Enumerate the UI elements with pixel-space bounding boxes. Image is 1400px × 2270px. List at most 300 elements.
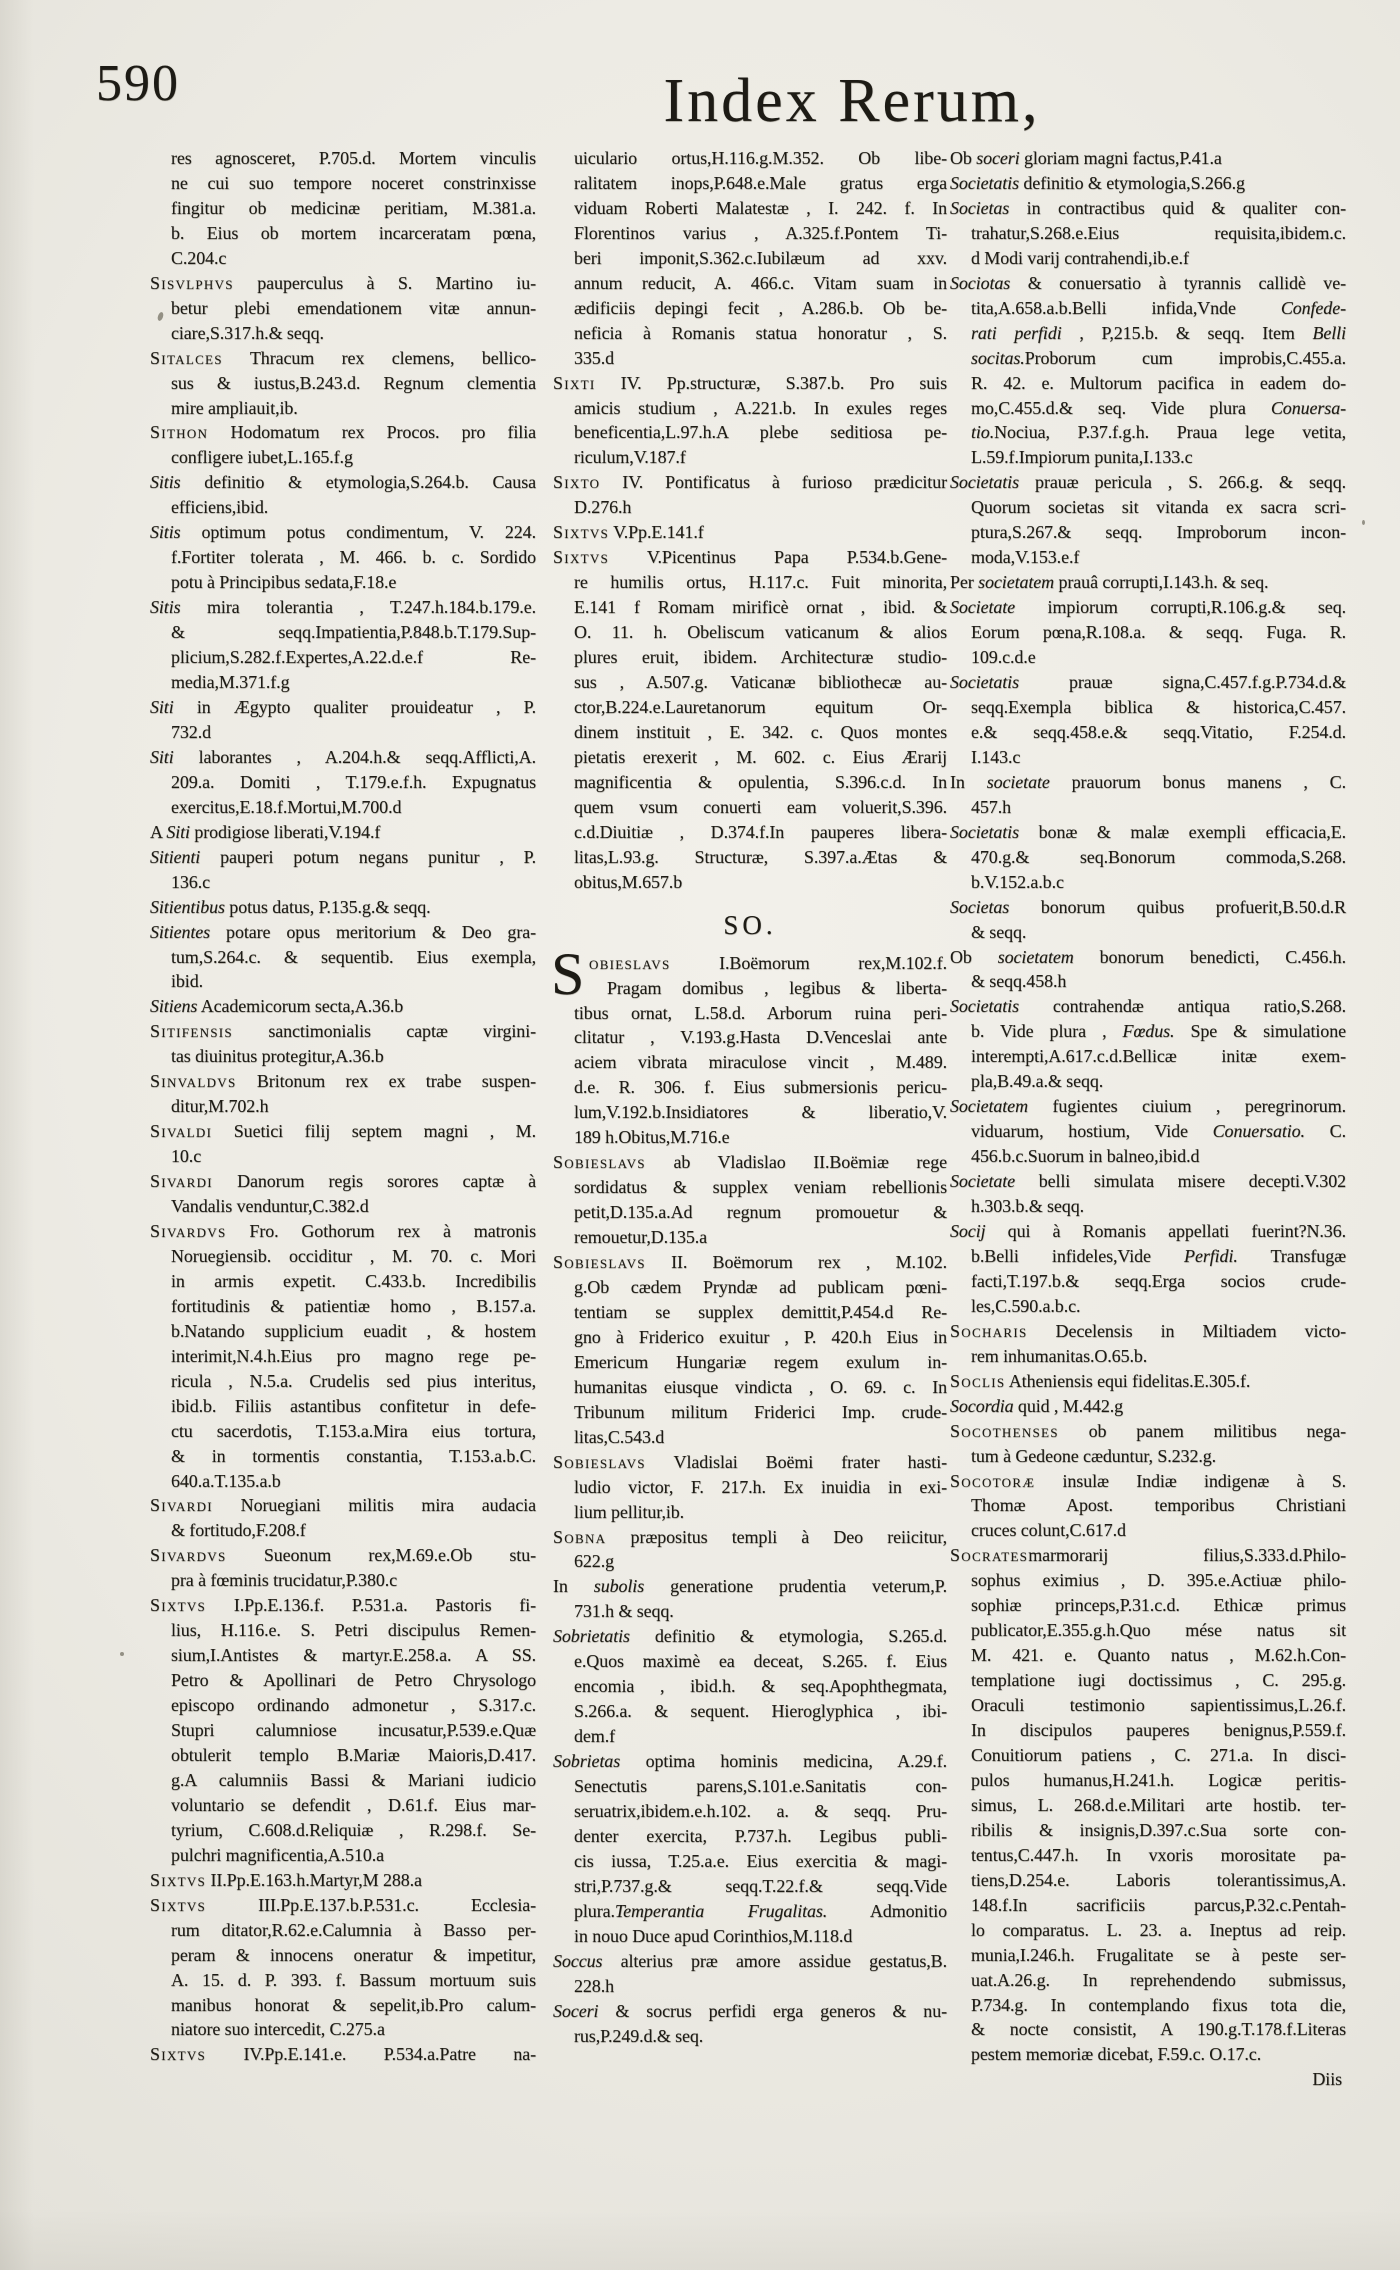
index-text-line: manibus honorat & sepelit,ib.Pro calum-	[171, 1994, 536, 2015]
index-text-line: Oraculi testimonio sapientissimus,L.26.f.	[971, 1695, 1346, 1716]
index-text-line: publicator,E.355.g.h.Quo mése natus sit	[971, 1620, 1346, 1641]
index-text-line: Sitalces Thracum rex clemens, bellico-	[150, 347, 536, 368]
index-text-line: L.59.f.Impiorum punita,I.133.c	[971, 447, 1193, 468]
index-text-line: tio.Nociua, P.37.f.g.h. Praua lege vetita,	[971, 422, 1346, 443]
index-text-line: Sithon Hodomatum rex Procos. pro filia	[150, 422, 536, 443]
index-text-line: lum,V.192.b.Insidiatores & liberatio,V.	[574, 1102, 947, 1123]
index-text-line: pietatis erexerit , M. 602. c. Eius Ærarij	[574, 746, 947, 767]
index-text-line: Vandalis venduntur,C.382.d	[171, 1196, 369, 1217]
index-text-line: media,M.371.f.g	[171, 672, 290, 693]
entry-keyword-smallcaps: Sithon	[150, 422, 209, 443]
index-text-line: niatore suo intercedit, C.275.a	[171, 2019, 385, 2040]
entry-keyword-italic: Conuersatio.	[1212, 1121, 1305, 1142]
entry-keyword-italic: Sitientes	[150, 921, 211, 942]
entry-keyword-italic: Socij	[950, 1220, 986, 1241]
index-text-line: Sinvaldvs Britonum rex ex trabe suspen-	[150, 1071, 536, 1092]
index-text-line: cis iussa, T.25.a.e. Eius exercitia & magi-	[574, 1850, 947, 1871]
index-text-line: & seqq.	[971, 921, 1027, 942]
entry-keyword-smallcaps: Sixtvs	[553, 547, 610, 568]
index-text-line: tum à Gedeone cæduntur, S.232.g.	[971, 1445, 1217, 1466]
index-text-line: potu à Principibus sedata,F.18.e	[171, 572, 397, 593]
index-text-line: Socratesmarmorarij filius,S.333.d.Philo-	[950, 1545, 1346, 1566]
index-text-line: pulos humanus,H.241.h. Logicæ peritis-	[971, 1769, 1346, 1790]
entry-keyword-italic: Siti	[150, 696, 174, 717]
index-text-line: Societas in contractibus quid & qualiter con-	[950, 197, 1346, 218]
index-text-line: Soceri & socrus perfidi erga generos & nu-	[553, 2000, 947, 2021]
entry-keyword-italic: Soceri	[553, 2000, 599, 2021]
index-text-line: Sitis definitio & etymologia,S.264.b. Causa	[150, 472, 536, 493]
index-text-line: pestem memoriæ dicebat, F.59.c. O.17.c.	[971, 2044, 1262, 2065]
index-text-line: betur plebi emendationem vitæ annun-	[171, 297, 536, 318]
index-text-line: moda,V.153.e.f	[971, 547, 1080, 568]
index-text-line: ptura,S.267.& seqq. Improborum incon-	[971, 522, 1346, 543]
index-text-line: beneficentia,L.97.h.A plebe seditiosa pe-	[574, 422, 947, 443]
index-text-line: I.143.c	[971, 746, 1021, 767]
index-text-line: episcopo ordinando admonetur , S.317.c.	[171, 1695, 536, 1716]
index-text-line: Societatis bonæ & malæ exempli efficacia,E.	[950, 821, 1346, 842]
index-text-line: sophiæ princeps,P.31.c.d. Ethicæ primus	[971, 1595, 1346, 1616]
index-text-line: 732.d	[171, 721, 212, 742]
index-text-line: 335.d	[574, 347, 615, 368]
entry-keyword-italic: Conuersa-	[1270, 397, 1346, 418]
index-text-line: d Modi varij contrahendi,ib.e.f	[971, 247, 1189, 268]
index-text-line: Sitis optimum potus condimentum, V. 224.	[150, 522, 536, 543]
entry-keyword-italic: Societatem	[950, 1096, 1028, 1117]
entry-keyword-italic: Sitiens	[150, 996, 198, 1017]
index-text-line: magnificentia & opulentia, S.396.c.d. In	[574, 771, 947, 792]
index-text-line: ludio victor, F. 217.h. Ex inuidia in exi-	[574, 1476, 947, 1497]
index-text-line: mo,C.455.d.& seq. Vide plura Conuersa-	[971, 397, 1346, 418]
index-text-line: Soclis Atheniensis equi fidelitas.E.305.f.	[950, 1370, 1251, 1391]
index-text-line: Eorum pœna,R.108.a. & seqq. Fuga. R.	[971, 622, 1346, 643]
index-text-line: g.Ob cædem Pryndæ ad publicam pœni-	[574, 1276, 947, 1297]
entry-keyword-smallcaps: Sisvlphvs	[150, 272, 234, 293]
index-text-line: Thomæ Apost. temporibus Christiani	[971, 1495, 1346, 1516]
index-text-line: Sivardi Danorum regis sorores captæ à	[150, 1171, 536, 1192]
index-text-line: Sisvlphvs pauperculus à S. Martino iu-	[150, 272, 536, 293]
index-text-line: sus , A.507.g. Vaticanæ bibliothecæ au-	[574, 672, 947, 693]
index-text-line: uiculario ortus,H.116.g.M.352. Ob libe-	[574, 148, 947, 168]
entry-keyword-smallcaps: Sobieslavs	[553, 1252, 646, 1273]
entry-keyword-smallcaps: Sixtvs	[150, 1595, 207, 1616]
index-text-line: Sitientibus potus datus, P.135.g.& seqq.	[150, 896, 431, 917]
index-text-line: Sivardvs Fro. Gothorum rex à matronis	[150, 1220, 536, 1241]
index-text-line: Per societatem prauâ corrupti,I.143.h. & seq.	[950, 572, 1269, 593]
index-text-line: ædificiis depingi fecit , A.286.b. Ob be-	[574, 297, 947, 318]
index-text-line: viduam Roberti Malatestæ , I. 242. f. In	[574, 197, 947, 218]
entry-keyword-italic: Sobrietatis	[553, 1626, 630, 1647]
entry-keyword-italic: Societatis	[950, 996, 1019, 1017]
index-text-line: Societatis contrahendæ antiqua ratio,S.268.	[950, 996, 1346, 1017]
index-text-line: Sobieslavs ab Vladislao II.Boëmiæ rege	[553, 1152, 947, 1173]
index-text-line: Societas bonorum quibus profuerit,B.50.d.R	[950, 896, 1346, 917]
entry-keyword-italic: Societatis	[950, 472, 1019, 493]
index-text-line: rus,P.249.d.& seq.	[574, 2025, 704, 2046]
index-text-line: denter exercita, P.737.h. Legibus publi-	[574, 1825, 947, 1846]
index-text-line: 456.b.c.Suorum in balneo,ibid.d	[971, 1146, 1200, 1167]
index-text-line: 189 h.Obitus,M.716.e	[574, 1127, 730, 1148]
entry-keyword-smallcaps: Sivardvs	[150, 1220, 227, 1241]
index-text-line: humanitas eiusque vindicta , O. 69. c. In	[574, 1376, 947, 1397]
entry-keyword-italic: Fœdus.	[1122, 1021, 1175, 1042]
index-text-line: Societatis prauæ signa,C.457.f.g.P.734.d.&	[950, 672, 1346, 693]
index-text-line: Sivardi Noruegiani militis mira audacia	[150, 1495, 536, 1516]
index-text-line: remouetur,D.135.a	[574, 1227, 708, 1248]
entry-keyword-smallcaps: Sitalces	[150, 347, 223, 368]
index-text-line: interimit,N.4.h.Eius pro magno rege pe-	[171, 1345, 536, 1366]
entry-keyword-smallcaps: Sitifensis	[150, 1021, 233, 1042]
index-text-line: Sitis mira tolerantia , T.247.h.184.b.179.e.	[150, 597, 536, 618]
entry-keyword-italic: subolis	[593, 1576, 645, 1597]
index-text-line: Senectutis parens,S.101.e.Sanitatis con-	[574, 1776, 947, 1797]
entry-keyword-smallcaps: Sinvaldvs	[150, 1071, 237, 1092]
index-text-line: pra à fœminis trucidatur,P.380.c	[171, 1570, 398, 1591]
index-text-line: b.V.152.a.b.c	[971, 871, 1064, 892]
index-text-line: in armis expetit. C.433.b. Incredibilis	[171, 1270, 536, 1291]
drop-cap: S	[551, 940, 585, 1007]
index-text-line: efficiens,ibid.	[171, 497, 269, 518]
entry-keyword-smallcaps: Sivardi	[150, 1495, 213, 1516]
index-text-line: M. 421. e. Quanto natus , M.62.h.Con-	[971, 1645, 1346, 1666]
index-text-line: In subolis generatione prudentia veterum,P.	[553, 1576, 947, 1597]
index-text-line: A. 15. d. P. 393. f. Bassum mortuum suis	[171, 1969, 536, 1990]
entry-keyword-italic: Socordia	[950, 1395, 1014, 1416]
index-text-line: Societate belli simulata misere decepti.V.302	[950, 1171, 1346, 1192]
index-text-line: 640.a.T.135.a.b	[171, 1470, 281, 1491]
index-text-line: les,C.590.a.b.c.	[971, 1295, 1081, 1316]
entry-keyword-italic: Sitienti	[150, 846, 201, 867]
entry-keyword-smallcaps: Socothenses	[950, 1420, 1059, 1441]
index-text-line: 109.c.d.e	[971, 647, 1036, 668]
entry-keyword-smallcaps: Sixto	[553, 472, 601, 493]
index-text-line: tita,A.658.a.b.Belli infida,Vnde Confede-	[971, 297, 1346, 318]
index-text-line: Siti in Ægypto qualiter prouideatur , P.	[150, 696, 536, 717]
entry-keyword-italic: Societate	[950, 597, 1016, 618]
index-text-line: ctor,B.224.e.Lauretanorum equitum Or-	[574, 696, 947, 717]
index-text-line: seruatrix,ibidem.e.h.102. a. & seqq. Pru-	[574, 1801, 947, 1821]
index-text-line: Sobieslavs Vladislai Boëmi frater hasti-	[553, 1451, 947, 1472]
entry-keyword-italic: Sitis	[150, 522, 181, 543]
entry-keyword-italic: Siti	[166, 821, 190, 842]
index-text-line: plura.Temperantia Frugalitas. Admonitio	[574, 1900, 947, 1921]
index-text-line: 10.c	[171, 1146, 202, 1167]
index-text-line: peram & innocens oneratur & impetitur,	[171, 1944, 536, 1965]
index-text-line: Ob societatem bonorum benedicti, C.456.h.	[950, 946, 1346, 967]
index-text-line: pulchri magnificentia,A.510.a	[171, 1844, 385, 1865]
index-text-line: Emericum Hungariæ regem exulum in-	[574, 1351, 947, 1372]
index-text-line: Tribunum militum Friderici Imp. crude-	[574, 1401, 947, 1422]
index-column-3	[950, 146, 1346, 2092]
index-text-line: ribilis & insignis,D.397.c.Sua sorte con-	[971, 1819, 1346, 1840]
index-text-line: & nocte consistit, A 190.g.T.178.f.Literas	[971, 2019, 1346, 2040]
index-text-line: plicium,S.282.f.Expertes,A.22.d.e.f Re-	[171, 647, 536, 668]
entry-keyword-smallcaps: obieslavs	[589, 952, 671, 973]
index-text-line: templatione iugi doctissimus , C. 295.g.	[971, 1670, 1346, 1691]
index-text-line: C.204.c	[171, 247, 227, 268]
index-text-line: aciem vibrata miraculose vincit , M.489.	[574, 1052, 947, 1073]
index-text-line: 148.f.In sacrificiis parcus,P.32.c.Pentah-	[971, 1894, 1346, 1915]
index-text-line: ctu sacerdotis, T.153.a.Mira eius tortura,	[171, 1420, 536, 1441]
index-text-line: simus, L. 268.d.e.Militari arte hostib. ter-	[971, 1794, 1346, 1815]
index-text-line: voluntario se defendit , D.61.f. Eius mar-	[171, 1794, 536, 1815]
index-text-line: Sobieslavs II. Boëmorum rex , M.102.	[553, 1252, 947, 1273]
entry-keyword-smallcaps: Socrates	[950, 1545, 1029, 1566]
index-text-line: Soccus alterius præ amore assidue gestatus,B.	[553, 1950, 947, 1971]
index-text-line: Pragam domibus , legibus & liberta-	[607, 977, 947, 998]
index-text-line: ricula , N.5.a. Crudelis sed pius interitus,	[171, 1370, 536, 1391]
index-column-2	[553, 146, 947, 2049]
index-text-line: Sitifensis sanctimonialis captæ virgini-	[150, 1021, 536, 1042]
index-text-line: tentus,C.447.h. In vxoris morositate pa-	[971, 1844, 1346, 1865]
index-text-line: 622.g	[574, 1551, 615, 1572]
index-text-line: Socij qui à Romanis appellati fuerint?N.36.	[950, 1220, 1346, 1241]
index-text-line: Sobna præpositus templi à Deo reiicitur,	[553, 1526, 947, 1547]
index-text-line: encomia , ibid.h. & seq.Apophthegmata,	[574, 1676, 947, 1697]
index-text-line: d.e. R. 306. f. Eius submersionis pericu-	[574, 1077, 947, 1098]
index-text-line: plures eruit, ibidem. Architecturæ studio-	[574, 647, 947, 668]
entry-keyword-italic: Sitis	[150, 472, 181, 493]
entry-keyword-smallcaps: Sixtvs	[150, 1869, 207, 1890]
index-text-line: litas,C.543.d	[574, 1426, 665, 1447]
index-text-line: 228.h	[574, 1975, 615, 1996]
index-text-line: gno à Friderico exuitur , P. 420.h Eius in	[574, 1326, 947, 1347]
index-text-line: 457.h	[971, 796, 1012, 817]
index-text-line: Societate impiorum corrupti,R.106.g.& seq.	[950, 597, 1346, 618]
index-text-line: S obieslavs I.Boëmorum rex,M.102.f.	[551, 940, 947, 1007]
index-text-line: ralitatem inops,P.648.e.Male gratus erga	[574, 172, 947, 193]
index-text-line: sophus eximius , D. 395.e.Actiuæ philo-	[971, 1570, 1346, 1591]
index-text-line: munia,I.246.h. Frugalitate se à peste ser-	[971, 1944, 1346, 1965]
index-text-line: ditur,M.702.h	[171, 1096, 269, 1117]
index-text-line: tiens,D.254.e. Laboris tolerantissimus,A.	[971, 1869, 1346, 1890]
index-text-line: Sixtvs V.Picentinus Papa P.534.b.Gene-	[553, 547, 947, 568]
index-text-line: obitus,M.657.b	[574, 871, 683, 892]
entry-keyword-italic: Sitientibus	[150, 896, 225, 917]
catchword: Diis	[1312, 2069, 1342, 2090]
index-text-line: f.Fortiter tolerata , M. 466. b. c. Sordido	[171, 547, 536, 568]
index-text-line: e.& seqq.458.e.& seqq.Vitatio, F.254.d.	[971, 721, 1346, 742]
index-text-line: Sitientes potare opus meritorium & Deo gra-	[150, 921, 536, 942]
index-text-line: Sivardvs Sueonum rex,M.69.e.Ob stu-	[150, 1545, 536, 1566]
index-text-line: uat.A.26.g. In reprehendendo submissus,	[971, 1969, 1346, 1990]
index-text-line: Socharis Decelensis in Miltiadem victo-	[950, 1320, 1346, 1341]
entry-keyword-italic: Belli	[1312, 322, 1346, 343]
index-text-line: litas,L.93.g. Structuræ, S.397.a.Ætas &	[574, 846, 947, 867]
entry-keyword-italic: soceri	[976, 148, 1020, 168]
index-text-line: In societate prauorum bonus manens , C.	[950, 771, 1346, 792]
index-text-line: & seqq.Impatientia,P.848.b.T.179.Sup-	[171, 622, 536, 643]
entry-keyword-italic: Temperantia Frugalitas.	[614, 1900, 828, 1921]
index-text-line: amicis studium , A.221.b. In exules reges	[574, 397, 947, 418]
entry-keyword-italic: Siti	[150, 746, 174, 767]
entry-keyword-smallcaps: Sobna	[553, 1526, 607, 1547]
index-text-line: b. Eius ob mortem incarceratam pœna,	[171, 222, 536, 243]
index-text-line: Florentinos varius , A.325.f.Pontem Ti-	[574, 222, 947, 243]
index-text-line: A Siti prodigiose liberati,V.194.f	[150, 821, 381, 842]
index-text-line: fortitudinis & patientiæ homo , B.157.a.	[171, 1295, 536, 1316]
page-number: 590	[96, 55, 180, 112]
index-text-line: lius, H.116.e. S. Petri discipulus Remen-	[171, 1620, 536, 1641]
index-text-line: rem inhumanitas.O.65.b.	[971, 1345, 1148, 1366]
index-text-line: socitas.Proborum cum improbis,C.455.a.	[971, 347, 1346, 368]
index-text-line: Sixtvs I.Pp.E.136.f. P.531.a. Pastoris fi-	[150, 1595, 536, 1616]
index-text-line: Sixto IV. Pontificatus à furioso prædicitur	[553, 472, 947, 493]
index-text-line: h.303.b.& seqq.	[971, 1196, 1084, 1217]
index-column-1	[150, 146, 536, 2067]
index-text-line: b.Belli infideles,Vide Perfidi. Transfugæ	[971, 1245, 1346, 1266]
entry-keyword-italic: socitas.	[971, 347, 1025, 368]
entry-keyword-italic: Societatis	[950, 821, 1019, 842]
index-text-line: ciare,S.317.h.& seqq.	[171, 322, 324, 343]
entry-keyword-italic: Perfidi.	[1184, 1245, 1238, 1266]
index-text-line: tum,S.264.c. & sequentib. Eius exempla,	[171, 946, 536, 967]
index-text-line: Noruegiensib. occiditur , M. 70. c. Mori	[171, 1245, 536, 1266]
index-text-line: Sobrietas optima hominis medicina, A.29.f.	[553, 1751, 947, 1772]
index-text-line: Sivaldi Suetici filij septem magni , M.	[150, 1121, 536, 1142]
ink-speck	[120, 1652, 124, 1656]
index-text-line: Socothenses ob panem militibus nega-	[950, 1420, 1346, 1441]
index-text-line: annum reducit, A. 466.c. Vitam suam in	[574, 272, 947, 293]
entry-keyword-italic: tio.	[971, 422, 995, 443]
index-text-line: viduarum, hostium, Vide Conuersatio. C.	[971, 1121, 1346, 1142]
index-text-line: O. 11. h. Obeliscum vaticanum & alios	[574, 622, 947, 643]
index-text-line: e.Quos maximè ea deceat, S.265. f. Eius	[574, 1651, 947, 1672]
entry-keyword-italic: rati perfidi	[971, 322, 1062, 343]
index-text-line: Ob soceri gloriam magni factus,P.41.a	[950, 148, 1222, 168]
index-text-line: Sixtvs II.Pp.E.163.h.Martyr,M 288.a	[150, 1869, 422, 1890]
entry-keyword-smallcaps: Sivardi	[150, 1171, 213, 1192]
index-text-line: Societatem fugientes ciuium , peregrinorum.	[950, 1096, 1346, 1117]
entry-keyword-italic: Soccus	[553, 1950, 603, 1971]
entry-keyword-italic: societatem	[978, 572, 1055, 593]
section-heading: SO.	[723, 909, 777, 940]
index-text-line: S.266.a. & sequent. Hieroglyphica , ibi-	[574, 1701, 947, 1722]
index-text-line: Sitiens Academicorum secta,A.36.b	[150, 996, 404, 1017]
entry-keyword-italic: societatem	[997, 946, 1074, 967]
index-text-line: Stupri calumniose incusatur,P.539.e.Quæ	[171, 1720, 536, 1741]
index-text-line: sium,I.Antistes & martyr.E.258.a. A SS.	[171, 1645, 536, 1666]
index-text-line: Sobrietatis definitio & etymologia, S.265.d.	[553, 1626, 947, 1647]
index-text-line: R. 42. e. Multorum pacifica in eadem do-	[971, 372, 1346, 393]
index-text-line: ibid.	[171, 971, 204, 992]
entry-keyword-smallcaps: Soclis	[950, 1370, 1006, 1391]
index-text-line: res agnosceret, P.705.d. Mortem vinculis	[171, 148, 536, 168]
page-title: Index Rerum,	[663, 67, 1041, 135]
entry-keyword-italic: Sociotas	[950, 272, 1011, 293]
ink-speck	[1362, 520, 1365, 525]
index-text-line: mire ampliauit,ib.	[171, 397, 298, 418]
index-text-line: beri imponit,S.362.c.Iubilæum ad xxv.	[574, 247, 947, 268]
index-text-line: stri,P.737.g.& seqq.T.22.f.& seqq.Vide	[574, 1875, 947, 1896]
index-text-line: Sixti IV. Pp.structuræ, S.387.b. Pro suis	[553, 372, 947, 393]
index-text-line: petit,D.135.a.Ad regnum promouetur &	[574, 1202, 947, 1223]
entry-keyword-italic: Confede-	[1280, 297, 1346, 318]
index-text-line: lium pellitur,ib.	[574, 1501, 685, 1522]
index-text-line: & fortitudo,F.208.f	[171, 1520, 306, 1541]
entry-keyword-italic: Societatis	[950, 172, 1019, 193]
entry-keyword-italic: societate	[986, 771, 1050, 792]
index-text-line: c.d.Diuitiæ , D.374.f.In pauperes libera-	[574, 821, 947, 842]
index-text-line: b.Natando supplicium euadit , & hostem	[171, 1320, 536, 1341]
index-text-line: in nouo Duce apud Corinthios,M.118.d	[574, 1925, 853, 1946]
entry-keyword-italic: Sitis	[150, 597, 181, 618]
index-text-line: Conuitiorum patiens , C. 271.a. In disci-	[971, 1745, 1346, 1765]
index-text-line: E.141 f Romam mirificè ornat , ibid. &	[574, 597, 947, 618]
index-text-line: facti,T.197.b.& seqq.Erga socios crude-	[971, 1270, 1346, 1291]
index-text-line: dinem instituit , E. 342. c. Quos montes	[574, 721, 947, 742]
index-text-line: ibid.b. Filiis astantibus confitetur in defe-	[171, 1395, 536, 1416]
index-text-line: Societatis definitio & etymologia,S.266.g	[950, 172, 1245, 193]
index-text-line: obtulerit templo B.Mariæ Maioris,D.417.	[171, 1745, 536, 1765]
index-text-line: pla,B.49.a.& seqq.	[971, 1071, 1104, 1092]
index-text-line: tyrium, C.608.d.Reliquiæ , R.298.f. Se-	[171, 1819, 536, 1840]
index-text-line: clitatur , V.193.g.Hasta D.Venceslai ante	[574, 1027, 947, 1048]
entry-keyword-italic: Sobrietas	[553, 1751, 621, 1772]
index-text-line: re humilis ortus, H.117.c. Fuit minorita,	[574, 572, 947, 593]
index-text-line: exercitus,E.18.f.Mortui,M.700.d	[171, 796, 402, 817]
index-text-line: 731.h & seqq.	[574, 1601, 674, 1622]
index-text-line: trahatur,S.268.e.Eius requisita,ibidem.c.	[971, 222, 1346, 243]
index-text-line: cruces colunt,C.617.d	[971, 1520, 1126, 1541]
index-text-line: Societatis prauæ pericula , S. 266.g. & seqq.	[950, 472, 1346, 493]
index-text-line: Siti laborantes , A.204.h.& seqq.Afflicti,A.	[150, 746, 536, 767]
index-text-line: & seqq.458.h	[971, 971, 1067, 992]
index-text-line: Sociotas & conuersatio à tyrannis callidè ve-	[950, 272, 1346, 293]
index-text-line: neficia à Romanis statua honoratur , S.	[574, 322, 947, 343]
entry-keyword-smallcaps: Sixtvs	[553, 522, 610, 543]
index-text-line: 209.a. Domiti , T.179.e.f.h. Expugnatus	[171, 771, 536, 792]
index-text-line: dem.f	[574, 1726, 615, 1747]
index-text-line: Sixtvs III.Pp.E.137.b.P.531.c. Ecclesia-	[150, 1894, 536, 1915]
entry-keyword-smallcaps: Socotoræ	[950, 1470, 1036, 1491]
index-text-line: D.276.h	[574, 497, 632, 518]
index-text-line: Sixtvs V.Pp.E.141.f	[553, 522, 704, 543]
entry-keyword-smallcaps: Socharis	[950, 1320, 1028, 1341]
index-text-line: Socordia quid , M.442.g	[950, 1395, 1124, 1416]
entry-keyword-italic: Societas	[950, 896, 1010, 917]
index-text-line: Petro & Apollinari de Petro Chrysologo	[171, 1670, 536, 1691]
index-text-line: 136.c	[171, 871, 210, 892]
index-text-line: & in tormentis constantia, T.153.a.b.C.	[171, 1445, 536, 1466]
index-text-line: confligere iubet,L.165.f.g	[171, 447, 353, 468]
entry-keyword-smallcaps: Sivardvs	[150, 1545, 227, 1566]
entry-keyword-smallcaps: Sixtvs	[150, 1894, 207, 1915]
index-text-line: sordidatus & supplex veniam rebellionis	[574, 1177, 947, 1198]
entry-keyword-italic: Societatis	[950, 672, 1019, 693]
entry-keyword-smallcaps: Sobieslavs	[553, 1152, 646, 1173]
index-text-line: tibus ornat, L.58.d. Arborum ruina peri-	[574, 1002, 947, 1023]
entry-keyword-smallcaps: Sixti	[553, 372, 596, 393]
index-text-line: rum ditator,R.62.e.Calumnia à Basso per-	[171, 1919, 536, 1940]
index-text-line: rati perfidi , P,215.b. & seqq. Item Belli	[971, 322, 1346, 343]
index-text-line: seqq.Exempla biblica & historica,C.457.	[971, 696, 1346, 717]
index-text-line: 470.g.& seq.Bonorum commoda,S.268.	[971, 846, 1346, 867]
index-text-line: quem vsum conuerti eam voluerit,S.396.	[574, 796, 947, 817]
entry-keyword-smallcaps: Sixtvs	[150, 2044, 207, 2065]
entry-keyword-italic: Societas	[950, 197, 1010, 218]
index-text-line: riculum,V.187.f	[574, 447, 686, 468]
index-text-line: fingitur ob medicinæ peritiam, M.381.a.	[171, 197, 536, 218]
index-text-line: ne cui suo tempore noceret constrinxisse	[171, 172, 536, 193]
index-text-line: Sixtvs IV.Pp.E.141.e. P.534.a.Patre na-	[150, 2044, 536, 2065]
index-text-line: interempti,A.617.c.d.Bellicæ initæ exem-	[971, 1046, 1346, 1067]
index-text-line: Quorum societas sit vitanda ex sacra scri-	[971, 497, 1346, 518]
entry-keyword-italic: Societate	[950, 1171, 1016, 1192]
index-text-line: tentiam se supplex demittit,P.454.d Re-	[574, 1301, 947, 1322]
index-text-line: sus & iustus,B.243.d. Regnum clementia	[171, 372, 536, 393]
index-text-line: In discipulos pauperes benignus,P.559.f.	[971, 1720, 1346, 1741]
index-text-line: tas diuinitus protegitur,A.36.b	[171, 1046, 384, 1067]
